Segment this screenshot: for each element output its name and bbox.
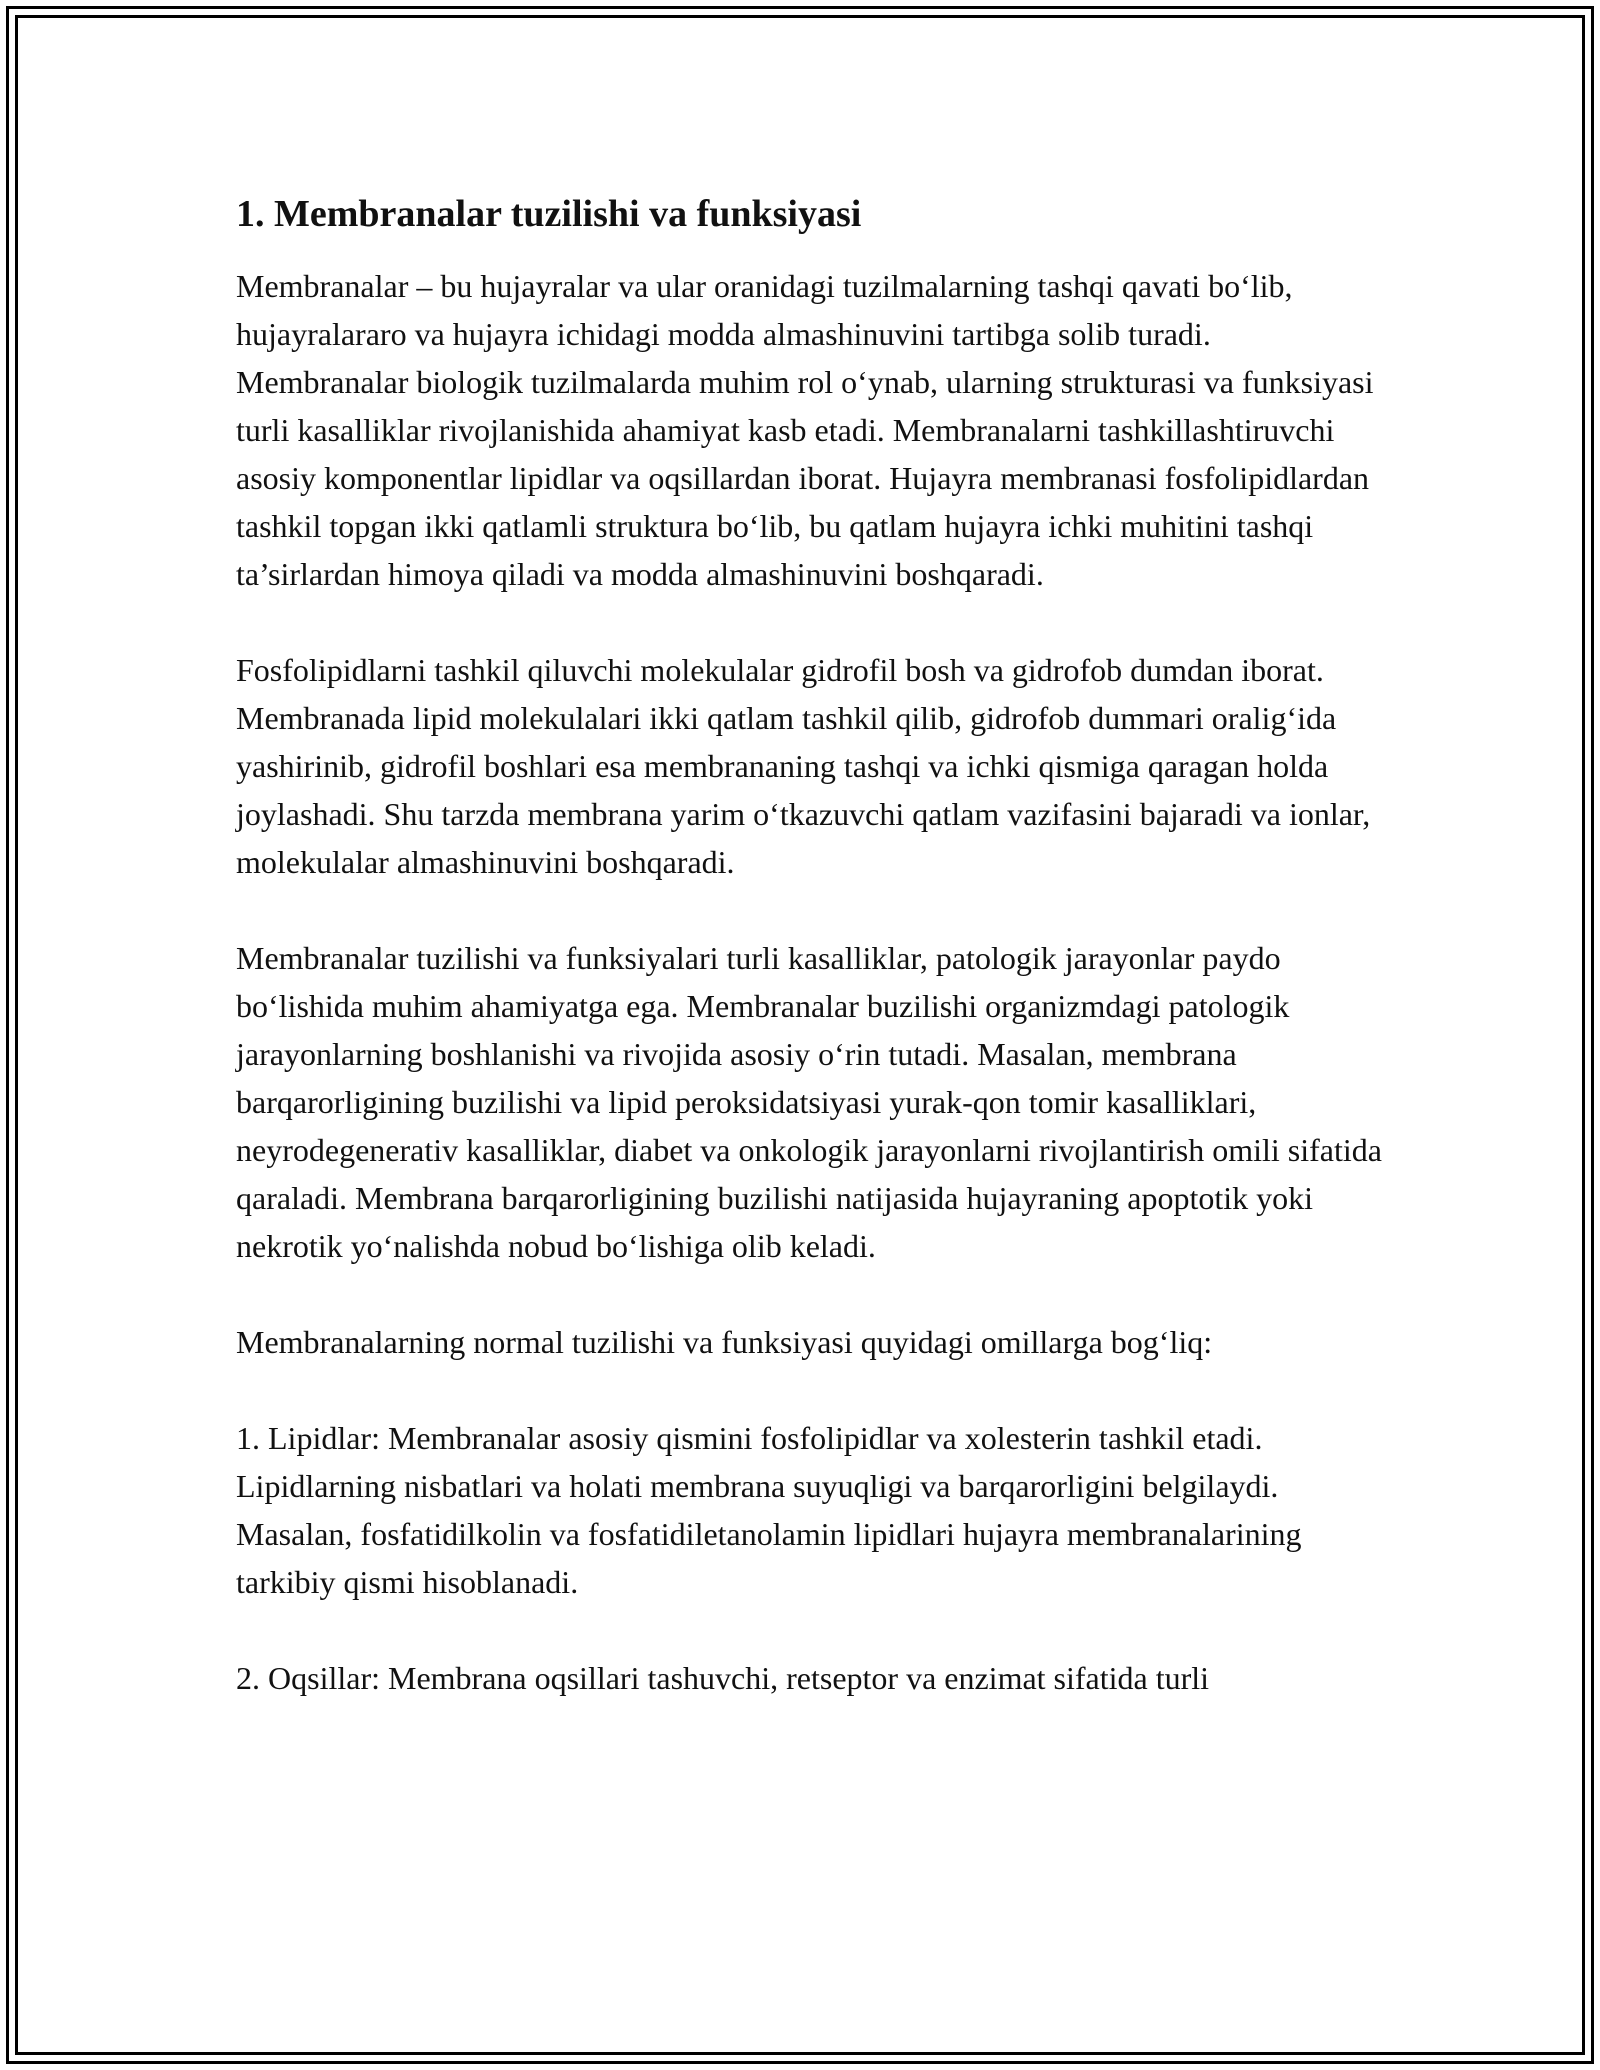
list-item-proteins: 2. Oqsillar: Membrana oqsillari tashuvchi, retseptor va enzimat sifatida turli bbox=[236, 1660, 1210, 1696]
paragraph-phospholipids: Fosfolipidlarni tashkil qiluvchi molekulalar gidrofil bosh va gidrofob dumdan iborat. Membranada lipid molekulalari ikki qatlam tashkil qilib, gidrofob dummari oralig‘ida yashirinib, gidrofil boshlari esa membrananing tashqi va ichki qismiga qaragan holda joylashadi. Shu tarzda membrana yarim o‘tkazuvchi qatlam vazifasini bajaradi va ionlar, molekulalar almashinuvini boshqaradi. bbox=[236, 652, 1371, 880]
section-heading: 1. Membranalar tuzilishi va funksiyasi bbox=[236, 193, 862, 235]
list-item-lipids: 1. Lipidlar: Membranalar asosiy qismini fosfolipidlar va xolesterin tashkil etadi. Lipidlarning nisbatlari va holati membrana suyuqligi va barqarorligini belgilaydi. Masalan, fosfatidilkolin va fosfatidiletanolamin lipidlari hujayra membranalarining tarkibiy qismi hisoblanadi. bbox=[236, 1420, 1302, 1600]
paragraph-membrane-definition: Membranalar – bu hujayralar va ular oranidagi tuzilmalarning tashqi qavati bo‘lib, hujayralararo va hujayra ichidagi modda almashinuvini tartibga solib turadi. Membranalar biologik tuzilmalarda muhim rol o‘ynab, ularning strukturasi va funksiyasi turli kasalliklar rivojlanishida ahamiyat kasb etadi. Membranalarni tashkillashtiruvchi asosiy komponentlar lipidlar va oqsillardan iborat. Hujayra membranasi fosfolipidlardan tashkil topgan ikki qatlamli struktura bo‘lib, bu qatlam hujayra ichki muhitini tashqi ta’sirlardan himoya qiladi va modda almashinuvini boshqaradi. bbox=[236, 268, 1374, 592]
document-body bbox=[236, 186, 1386, 1702]
paragraph-factors-intro: Membranalarning normal tuzilishi va funksiyasi quyidagi omillarga bog‘liq: bbox=[236, 1324, 1213, 1360]
paragraph-diseases: Membranalar tuzilishi va funksiyalari turli kasalliklar, patologik jarayonlar paydo bo‘lishida muhim ahamiyatga ega. Membranalar buzilishi organizmdagi patologik jarayonlarning boshlanishi va rivojida asosiy o‘rin tutadi. Masalan, membrana barqarorligining buzilishi va lipid peroksidatsiyasi yurak-qon tomir kasalliklari, neyrodegenerativ kasalliklar, diabet va onkologik jarayonlarni rivojlantirish omili sifatida qaraladi. Membrana barqarorligining buzilishi natijasida hujayraning apoptotik yoki nekrotik yo‘nalishda nobud bo‘lishiga olib keladi. bbox=[236, 940, 1382, 1264]
